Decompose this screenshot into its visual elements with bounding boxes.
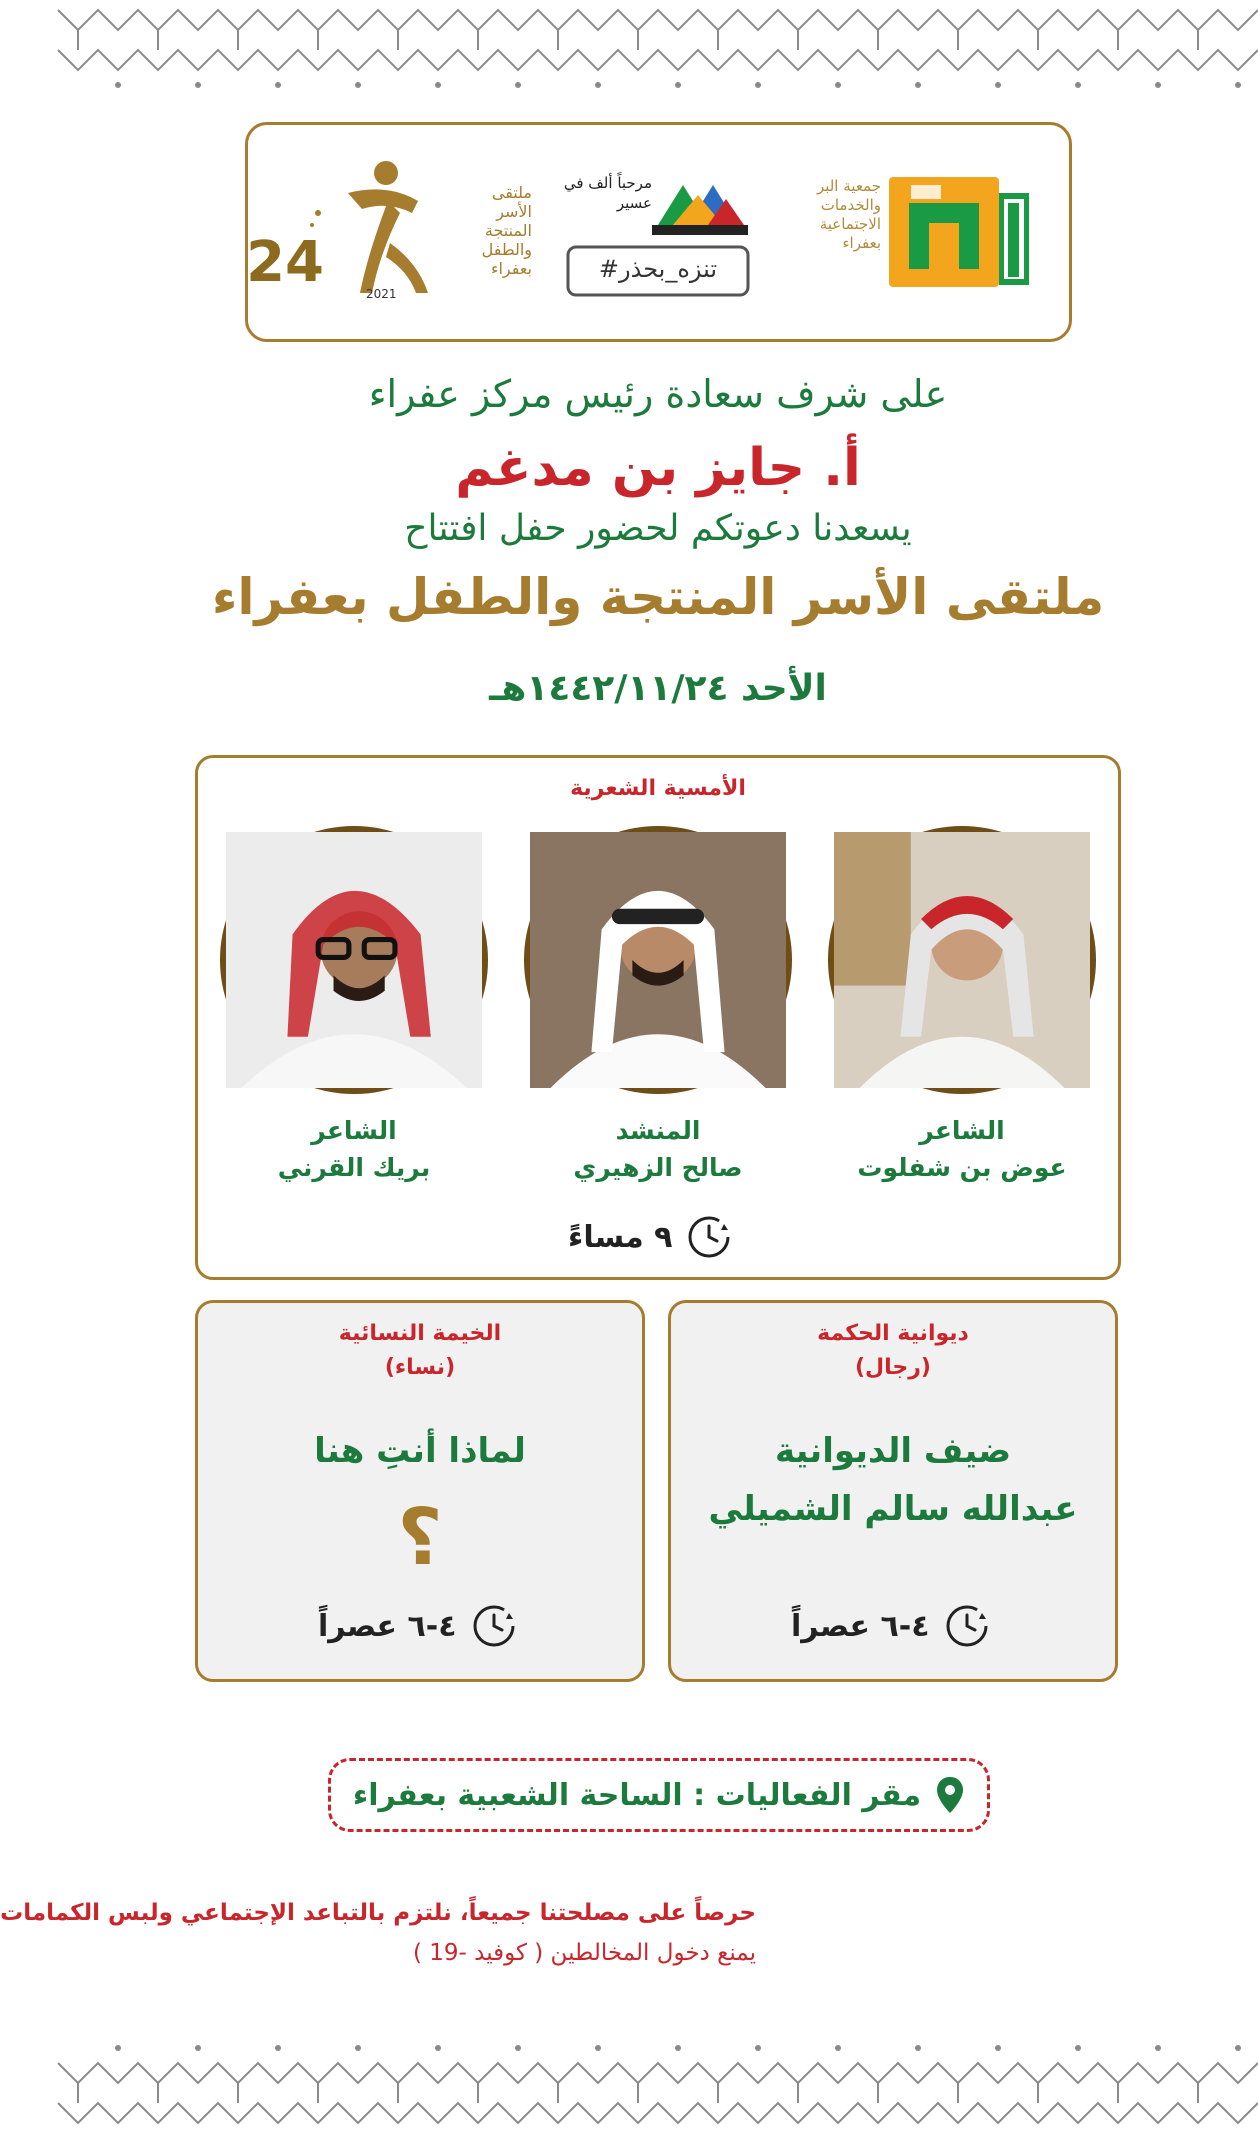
sponsor-logos-box [245,122,1072,342]
event-date: الأحد ١٤٤٢/١١/٢٤هـ [489,668,827,709]
event-logo [246,153,532,323]
safety-notice: حرصاً على مصلحتنا جميعاً، نلتزم بالتباعد الإجتماعي ولبس الكمامات [0,1900,756,1926]
women-tent-question: لماذا أنتِ هنا [314,1431,526,1471]
event-logo-year: 2021 [366,287,397,301]
performer-role: المنشد [615,1116,701,1145]
performer-name: عوض بن شفلوت [857,1153,1067,1182]
event-title: ملتقى الأسر المنتجة والطفل بعفراء [211,568,1105,626]
women-tent-time [318,1603,517,1649]
under-patronage-text: على شرف سعادة رئيس مركز عفراء [368,372,948,416]
person-photo-icon [834,832,1090,1088]
svg-text:24: 24 [246,230,324,295]
women-tent-title: الخيمة النسائية [338,1321,502,1346]
event-logo-text: ملتقى الأسر المنتجة والطفل بعفراء [481,183,532,278]
women-tent-card [195,1300,645,1682]
covid-notice: يمنع دخول المخالطين ( كوفيد -19 ) [412,1940,756,1966]
diwan-title: ديوانية الحكمة [817,1321,969,1346]
performer-name: بريك القرني [277,1153,431,1182]
clock-icon [686,1214,732,1260]
diwan-guest-label: ضيف الديوانية [774,1431,1012,1471]
person-photo-icon [530,832,786,1088]
diwan-audience: (رجال) [855,1355,931,1380]
poetry-evening-card [195,755,1121,1280]
person-photo-icon [226,832,482,1088]
performer-photo [828,826,1096,1094]
question-mark: ؟ [397,1493,443,1583]
time-label: ٤-٦ عصراً [791,1608,930,1644]
location-pin-icon [935,1775,965,1815]
performer-role: الشاعر [919,1116,1005,1145]
time-label: ٩ مساءً [568,1219,673,1255]
performer-name: صالح الزهيري [573,1153,743,1182]
decorative-pattern-top [58,0,1258,100]
alif-welcome-text: مرحباً ألف في عسير [563,174,652,212]
location-text: مقر الفعاليات : الساحة الشعبية بعفراء [352,1777,922,1813]
charity-org-name: جمعية البر والخدمات الاجتماعية بعفراء [816,177,881,252]
poetry-evening-time [568,1214,732,1260]
location-box [328,1758,990,1832]
poetry-evening-title: الأمسية الشعرية [570,776,746,801]
diwan-guest-name: عبدالله سالم الشميلي [708,1489,1078,1529]
alif-asir-logo [548,165,758,305]
diwan-time [791,1603,990,1649]
diwan-card [668,1300,1118,1682]
time-label: ٤-٦ عصراً [318,1608,457,1644]
decorative-pattern-bottom [58,2033,1258,2133]
performer-photo [220,826,488,1094]
charity-org-logo [799,173,1039,293]
women-tent-audience: (نساء) [384,1355,456,1380]
performer-role: الشاعر [311,1116,397,1145]
patron-name: أ. جايز بن مدغم [455,438,861,498]
clock-icon [944,1603,990,1649]
invitation-text: يسعدنا دعوتكم لحضور حفل افتتاح [404,508,912,549]
clock-icon [471,1603,517,1649]
performer-photo [524,826,792,1094]
hashtag-text: #تنزه_بحذر [598,255,718,283]
